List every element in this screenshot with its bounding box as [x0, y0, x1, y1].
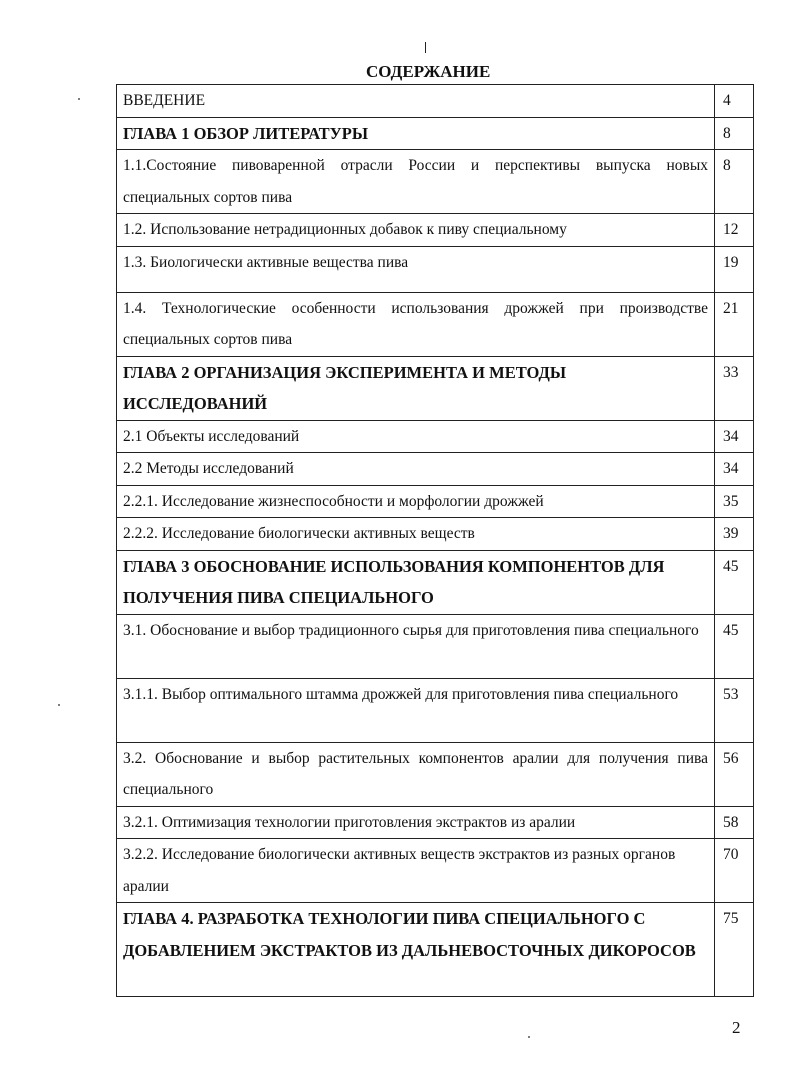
page-number: 2	[732, 1018, 741, 1037]
toc-entry-title: 1.3. Биологически активные вещества пива	[117, 246, 715, 292]
toc-entry-page: 33	[715, 356, 754, 420]
toc-chapter-title: ГЛАВА 4. РАЗРАБОТКА ТЕХНОЛОГИИ ПИВА СПЕЦИАЛЬНОГО С ДОБАВЛЕНИЕМ ЭКСТРАКТОВ ИЗ ДАЛЬНЕВОСТОЧНЫХ ДИКОРОСОВ	[117, 903, 715, 997]
toc-chapter-title: ГЛАВА 3 ОБОСНОВАНИЕ ИСПОЛЬЗОВАНИЯ КОМПОНЕНТОВ ДЛЯ ПОЛУЧЕНИЯ ПИВА СПЕЦИАЛЬНОГО	[117, 550, 715, 614]
toc-entry-page: 35	[715, 485, 754, 518]
scan-artifact-mark	[425, 42, 426, 53]
toc-entry-title: 3.1.1. Выбор оптимального штамма дрожжей для приготовления пива специального	[117, 678, 715, 742]
toc-row	[117, 518, 754, 551]
toc-row	[117, 839, 754, 903]
toc-entry-page: 8	[715, 150, 754, 214]
toc-row	[117, 85, 754, 118]
toc-entry-page: 56	[715, 742, 754, 806]
toc-entry-page: 19	[715, 246, 754, 292]
table-of-contents	[116, 84, 754, 997]
toc-row	[117, 214, 754, 247]
toc-entry-page: 8	[715, 117, 754, 150]
toc-entry-page: 58	[715, 806, 754, 839]
toc-entry-page: 12	[715, 214, 754, 247]
toc-row	[117, 806, 754, 839]
toc-entry-title: 2.2.1. Исследование жизнеспособности и морфологии дрожжей	[117, 485, 715, 518]
toc-entry-page: 75	[715, 903, 754, 997]
toc-entry-title: 1.2. Использование нетрадиционных добавок к пиву специальному	[117, 214, 715, 247]
toc-row	[117, 550, 754, 614]
toc-row	[117, 903, 754, 997]
toc-entry-title: 3.1. Обоснование и выбор традиционного сырья для приготовления пива специального	[117, 614, 715, 678]
toc-entry-title: ВВЕДЕНИЕ	[117, 85, 715, 118]
toc-row	[117, 453, 754, 486]
toc-entry-page: 45	[715, 614, 754, 678]
toc-row	[117, 150, 754, 214]
scan-speck	[58, 704, 60, 706]
toc-entry-page: 34	[715, 420, 754, 453]
toc-entry-page: 34	[715, 453, 754, 486]
page-title: СОДЕРЖАНИЕ	[366, 62, 491, 81]
toc-entry-title: 1.4. Технологические особенности использования дрожжей при производстве специальных сортов пива	[117, 292, 715, 356]
toc-entry-title: 3.2.1. Оптимизация технологии приготовления экстрактов из аралии	[117, 806, 715, 839]
toc-row	[117, 246, 754, 292]
toc-chapter-title: ГЛАВА 1 ОБЗОР ЛИТЕРАТУРЫ	[117, 117, 715, 150]
toc-row	[117, 742, 754, 806]
toc-entry-title: 2.1 Объекты исследований	[117, 420, 715, 453]
toc-row	[117, 292, 754, 356]
toc-row	[117, 356, 754, 420]
toc-entry-page: 39	[715, 518, 754, 551]
toc-entry-page: 53	[715, 678, 754, 742]
toc-entry-page: 4	[715, 85, 754, 118]
toc-entry-title: 1.1.Состояние пивоваренной отрасли России и перспективы выпуска новых специальных сортов пива	[117, 150, 715, 214]
toc-entry-page: 21	[715, 292, 754, 356]
toc-row	[117, 117, 754, 150]
toc-row	[117, 678, 754, 742]
toc-entry-title: 2.2.2. Исследование биологически активных веществ	[117, 518, 715, 551]
toc-row	[117, 485, 754, 518]
toc-chapter-title: ГЛАВА 2 ОРГАНИЗАЦИЯ ЭКСПЕРИМЕНТА И МЕТОДЫ ИССЛЕДОВАНИЙ	[117, 356, 715, 420]
toc-entry-title: 3.2. Обоснование и выбор растительных компонентов аралии для получения пива специального	[117, 742, 715, 806]
scan-speck	[78, 98, 80, 100]
toc-entry-title: 3.2.2. Исследование биологически активных веществ экстрактов из разных органов аралии	[117, 839, 715, 903]
scan-speck	[528, 1036, 530, 1038]
toc-entry-page: 45	[715, 550, 754, 614]
toc-entry-page: 70	[715, 839, 754, 903]
toc-row	[117, 614, 754, 678]
toc-row	[117, 420, 754, 453]
toc-entry-title: 2.2 Методы исследований	[117, 453, 715, 486]
